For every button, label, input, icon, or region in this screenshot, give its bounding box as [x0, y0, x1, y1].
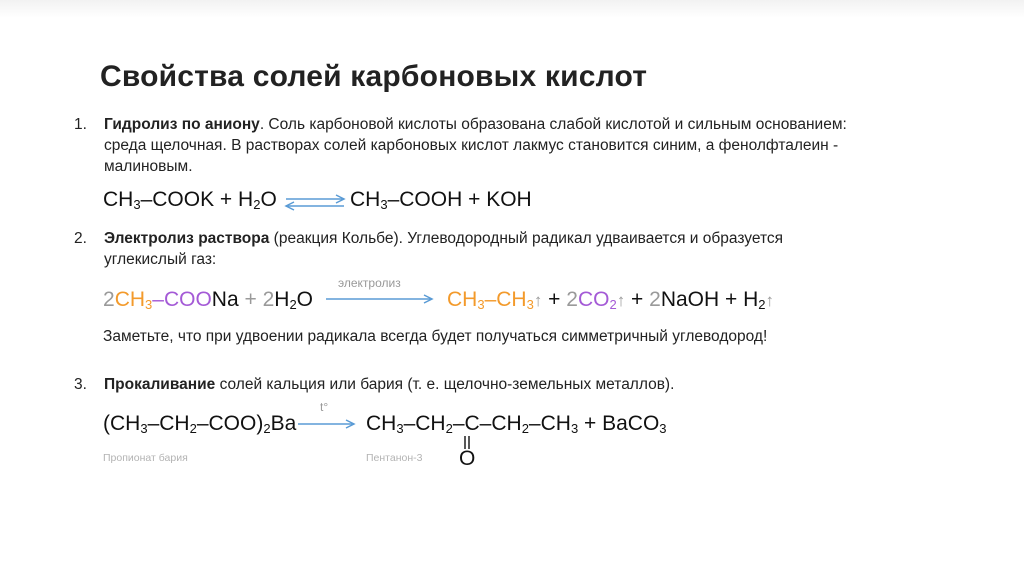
coef: 2 — [649, 288, 661, 311]
equation-calcination-right: $CH_3-CH_2-C-CH_2-CH_3$ + BaCO$_3$ — [366, 412, 667, 436]
item-description: (реакция Кольбе). Углеводородный радикал удваивается и образуется углекислый газ: — [104, 230, 784, 268]
caption-barium-propionate: Пропионат бария — [103, 452, 188, 464]
coef: 2 — [566, 288, 578, 311]
equilibrium-arrow-icon — [284, 194, 348, 212]
reaction-arrow-icon — [298, 418, 360, 430]
coef: + 2 — [238, 288, 275, 311]
coef: 2 — [103, 288, 115, 311]
carboxylate-group: –COO — [152, 288, 212, 311]
equation-hydrolysis-right — [350, 188, 532, 212]
reaction-arrow-icon — [326, 293, 438, 305]
item-text — [104, 374, 864, 395]
equation-hydrolysis-left — [103, 188, 277, 212]
item-number: 1. — [74, 116, 87, 133]
methyl-radical: $CH_3$ — [114, 288, 153, 312]
top-bar — [0, 0, 1024, 18]
item-bold-term: Электролиз раствора — [104, 230, 270, 247]
note-symmetric: Заметьте, что при удвоении радикала всегда будет получаться симметричный углеводород! — [103, 328, 768, 345]
gas-arrow-icon: ↑ — [533, 291, 543, 310]
item-description: . Соль карбоновой кислоты образована слабой кислотой и сильным основанием: среда щелочная. В растворах солей карбоновых кислот лакмус становится синим, а фенолфталеин - малиновым. — [104, 116, 847, 175]
item-text — [104, 228, 864, 270]
ethane: $CH_3-CH_3$ — [447, 288, 534, 312]
item-bold-term: Прокаливание — [104, 376, 216, 393]
gas-arrow-icon: ↑ — [616, 291, 626, 310]
ketone-oxygen: O — [459, 447, 476, 470]
arrow-label-heat: t° — [320, 400, 329, 414]
arrow-label-electrolysis: электролиз — [338, 276, 401, 290]
gas-arrow-icon: ↑ — [765, 291, 774, 310]
item-number: 3. — [74, 376, 87, 393]
item-description: солей кальция или бария (т. е. щелочно-земельных металлов). — [215, 376, 675, 393]
eq1-right: $CH_3$–COOH + KOH — [350, 188, 532, 212]
item-bold-term: Гидролиз по аниону — [104, 116, 260, 133]
slide-title: Свойства солей карбоновых кислот — [100, 60, 648, 93]
item-text — [104, 114, 864, 177]
equation-calcination-left: $(CH_3-CH_2-COO)_2Ba$ — [103, 412, 297, 436]
eq1-left: $CH_3$–COOK + $H_2O$ — [103, 188, 277, 212]
equation-kolbe-left: $2CH_3$–COONa + $2H_2O$ — [103, 288, 314, 312]
equation-kolbe-right: $CH_3-CH_3↑$ + $2CO_2↑$ + 2NaOH + $H_2↑$ — [447, 288, 774, 312]
caption-pentanone: Пентанон-3 — [366, 452, 423, 464]
carbon-dioxide: $CO_2$ — [577, 288, 617, 312]
item-number: 2. — [74, 230, 87, 247]
